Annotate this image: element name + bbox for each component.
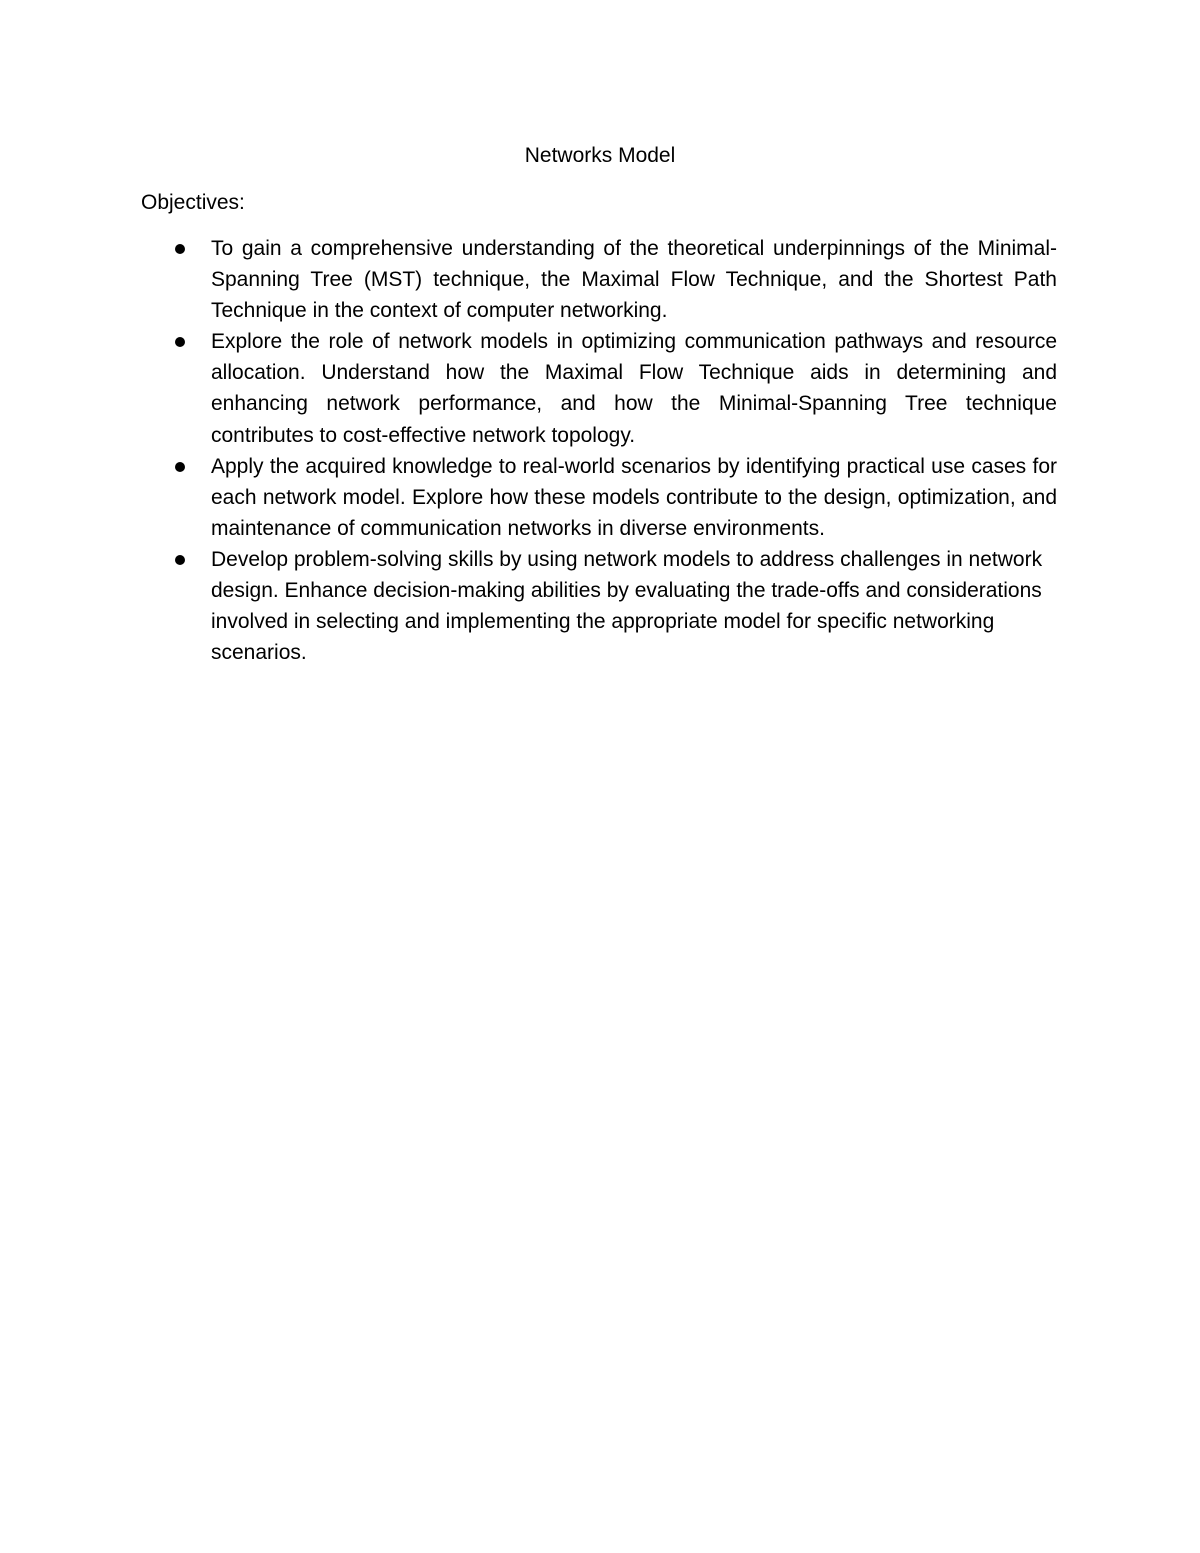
list-item [141, 326, 1057, 450]
list-item-text: Develop problem-solving skills by using network models to address challenges in network design. Enhance decision-making abilities by evaluating the trade-offs and considerations involved in selecting and implementing the appropriate model for specific networking scenarios. [211, 547, 1043, 665]
list-item-text: To gain a comprehensive understanding of the theoretical underpinnings of the Minimal-Spanning Tree (MST) technique, the Maximal Flow Technique, and the Shortest Path Technique in the context of computer networking. [211, 237, 1057, 323]
bullet-icon [175, 555, 185, 565]
page-title: Networks Model [524, 144, 676, 167]
bullet-icon [175, 337, 185, 347]
list-item [141, 233, 1057, 326]
list-item-text: Explore the role of network models in optimizing communication pathways and resource allocation. Understand how the Maximal Flow Technique aids in determining and enhancing network performance, and how the Minimal-Spanning Tree technique contributes to cost-effective network topology. [211, 330, 1057, 447]
objectives-list [141, 233, 1057, 668]
bullet-icon [175, 244, 185, 254]
list-item [141, 451, 1057, 544]
bullet-icon [175, 462, 185, 472]
objectives-heading: Objectives: [141, 191, 245, 214]
list-item [141, 544, 1057, 668]
list-item-text: Apply the acquired knowledge to real-world scenarios by identifying practical use cases for each network model. Explore how these models contribute to the design, optimization, and maintenance of communication networks in diverse environments. [211, 454, 1057, 540]
